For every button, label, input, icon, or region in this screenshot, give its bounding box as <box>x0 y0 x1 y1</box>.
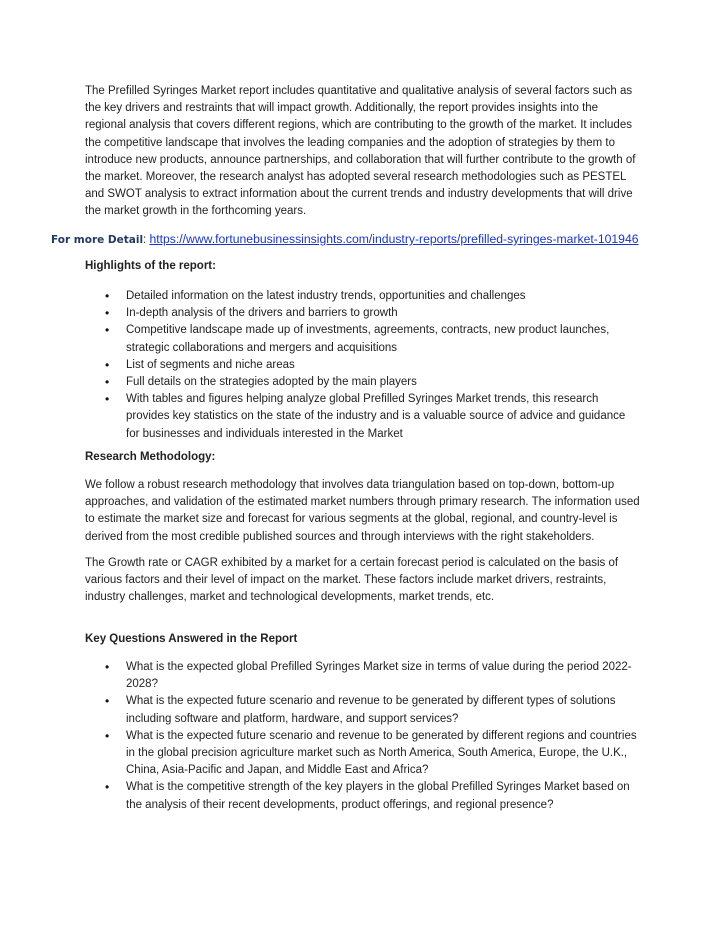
more-detail-colon: : <box>143 234 150 246</box>
list-item: • Detailed information on the latest industry trends, opportunities and challenges <box>85 288 640 305</box>
list-item: • With tables and figures helping analyze global Prefilled Syringes Market trends, this research provides key statistics on the state of the industry and is a valuable source of advice and guidance for businesses and individuals interested in the Market <box>85 391 640 443</box>
list-item: • In-depth analysis of the drivers and barriers to growth <box>85 305 640 322</box>
methodology-paragraph-1: We follow a robust research methodology that involves data triangulation based on top-down, bottom-up approaches, and validation of the estimated market numbers through primary research. The information used to estimate the market size and forecast for various segments at the global, regional, and country-level is derived from the most credible published sources and through interviews with the right stakeholders. <box>85 479 640 543</box>
questions-section <box>85 631 640 814</box>
list-item: • Full details on the strategies adopted by the main players <box>85 374 640 391</box>
list-item: • What is the expected future scenario and revenue to be generated by different types of solutions including software and platform, hardware, and support services? <box>85 693 640 727</box>
questions-list <box>85 659 640 814</box>
list-item: • Competitive landscape made up of investments, agreements, contracts, new product launches, strategic collaborations and mergers and acquisitions <box>85 322 640 356</box>
list-item: • List of segments and niche areas <box>85 357 640 374</box>
report-link[interactable]: https://www.fortunebusinessinsights.com/industry-reports/prefilled-syringes-market-101946 <box>149 232 639 246</box>
methodology-heading: Research Methodology: <box>85 451 216 463</box>
intro-section <box>85 83 640 221</box>
methodology-paragraph-2: The Growth rate or CAGR exhibited by a market for a certain forecast period is calculated on the basis of various factors and their level of impact on the market. These factors include market drivers, restraints, industry challenges, market and technological developments, market trends, etc. <box>85 556 619 604</box>
methodology-section <box>85 449 640 606</box>
intro-paragraph: The Prefilled Syringes Market report includes quantitative and qualitative analysis of several factors such as the key drivers and restraints that will impact growth. Additionally, the report provides insights into the regional analysis that covers different regions, which are contributing to the growth of the market. It includes the competitive landscape that involves the leading companies and the adoption of strategies by them to introduce new products, announce partnerships, and collaboration that will further contribute to the growth of the market. Moreover, the research analyst has adopted several research methodologies such as PESTEL and SWOT analysis to extract information about the current trends and industry developments that will drive the market growth in the forthcoming years. <box>85 85 636 218</box>
highlights-section <box>85 258 640 443</box>
list-item: • What is the competitive strength of the key players in the global Prefilled Syringes Market based on the analysis of their recent developments, product offerings, and regional presence? <box>85 779 640 813</box>
more-detail-label: For more Detail <box>51 234 144 246</box>
list-item: • What is the expected global Prefilled Syringes Market size in terms of value during the period 2022-2028? <box>85 659 640 693</box>
questions-heading: Key Questions Answered in the Report <box>85 633 298 645</box>
more-detail-line <box>51 231 691 249</box>
list-item: • What is the expected future scenario and revenue to be generated by different regions and countries in the global precision agriculture market such as North America, South America, Europe, the U.K., China, Asia-Pacific and Japan, and Middle East and Africa? <box>85 728 640 780</box>
highlights-heading: Highlights of the report: <box>85 260 216 272</box>
highlights-list <box>85 288 640 443</box>
